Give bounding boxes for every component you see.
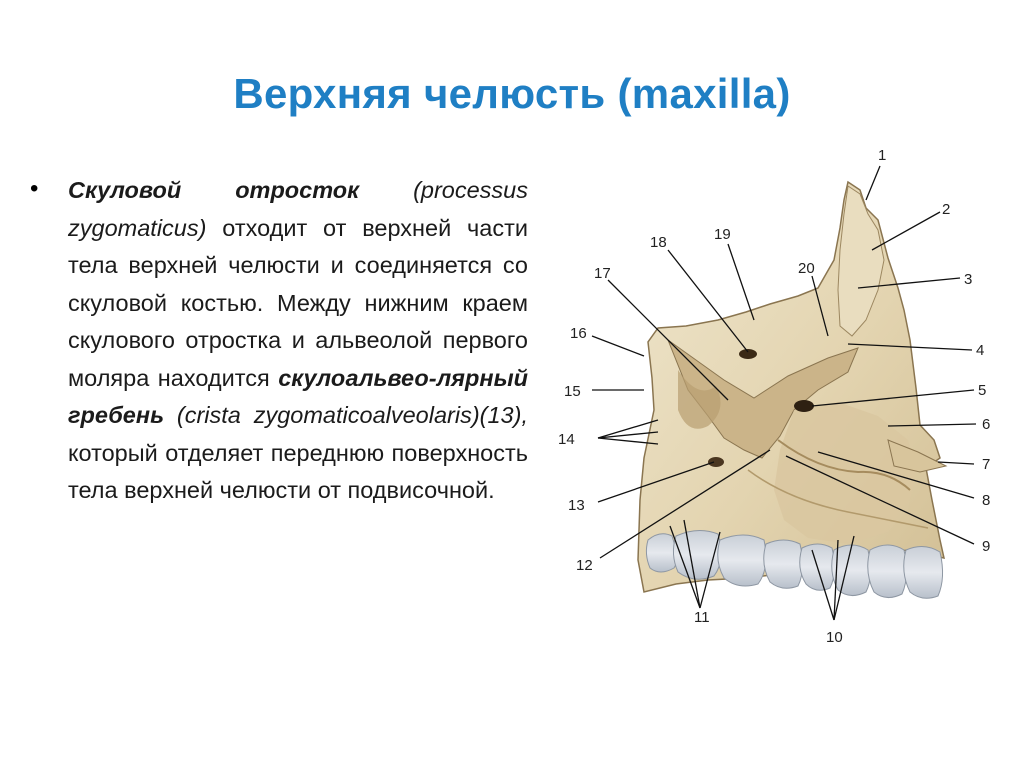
paragraph-segment: отходит от верхней части тела верхней челюсти и соединяется со скуловой костью. Между нижним краем скулового отростка и альвеолой первого моляра находится	[68, 214, 528, 391]
maxilla-diagram	[548, 140, 1018, 660]
tooth	[646, 534, 676, 572]
maxilla-illustration	[548, 140, 1018, 660]
foramen-5	[794, 400, 814, 412]
tooth	[868, 545, 907, 598]
tooth	[764, 540, 803, 588]
bullet-paragraph	[68, 172, 528, 510]
figure-label: 8	[982, 492, 991, 509]
figure-label: 15	[564, 383, 581, 400]
figure-label: 1	[878, 147, 887, 164]
figure-label: 16	[570, 325, 587, 342]
bullet-list	[30, 172, 528, 510]
figure-label: 9	[982, 538, 991, 555]
figure-label: 4	[976, 342, 985, 359]
figure-label: 14	[558, 431, 575, 448]
figure-label: 6	[982, 416, 991, 433]
slide-title: Верхняя челюсть (maxilla)	[233, 70, 791, 117]
figure-label: 5	[978, 382, 987, 399]
paragraph-segment: скулоальвео-лярный гребень	[68, 364, 528, 428]
paragraph-segment: Скуловой отросток	[68, 177, 360, 203]
figure-label: 18	[650, 234, 667, 251]
figure-label: 10	[826, 629, 843, 646]
figure-label: 2	[942, 201, 951, 218]
paragraph-segment	[164, 402, 177, 428]
figure-label: 12	[576, 557, 593, 574]
figure-label: 17	[594, 265, 611, 282]
cavity-13	[708, 457, 724, 467]
paragraph-segment: который отделяет переднюю поверхность тела верхней челюсти от подвисочной.	[68, 439, 528, 503]
infraorbital-foramen	[739, 349, 757, 359]
figure-label: 20	[798, 260, 815, 277]
figure-label: 3	[964, 271, 973, 288]
paragraph-segment: (processus zygomaticus)	[68, 177, 528, 241]
paragraph-segment: (crista zygomaticoalveolaris)(13),	[176, 402, 528, 428]
figure-label: 13	[568, 497, 585, 514]
tooth	[904, 546, 943, 598]
figure-label: 11	[694, 609, 710, 626]
bullet-item	[30, 172, 528, 510]
figure-label: 7	[982, 456, 991, 473]
tooth	[718, 535, 766, 586]
figure-label: 19	[714, 226, 731, 243]
paragraph-segment	[359, 177, 413, 203]
bullet-dot-icon: •	[30, 175, 39, 202]
